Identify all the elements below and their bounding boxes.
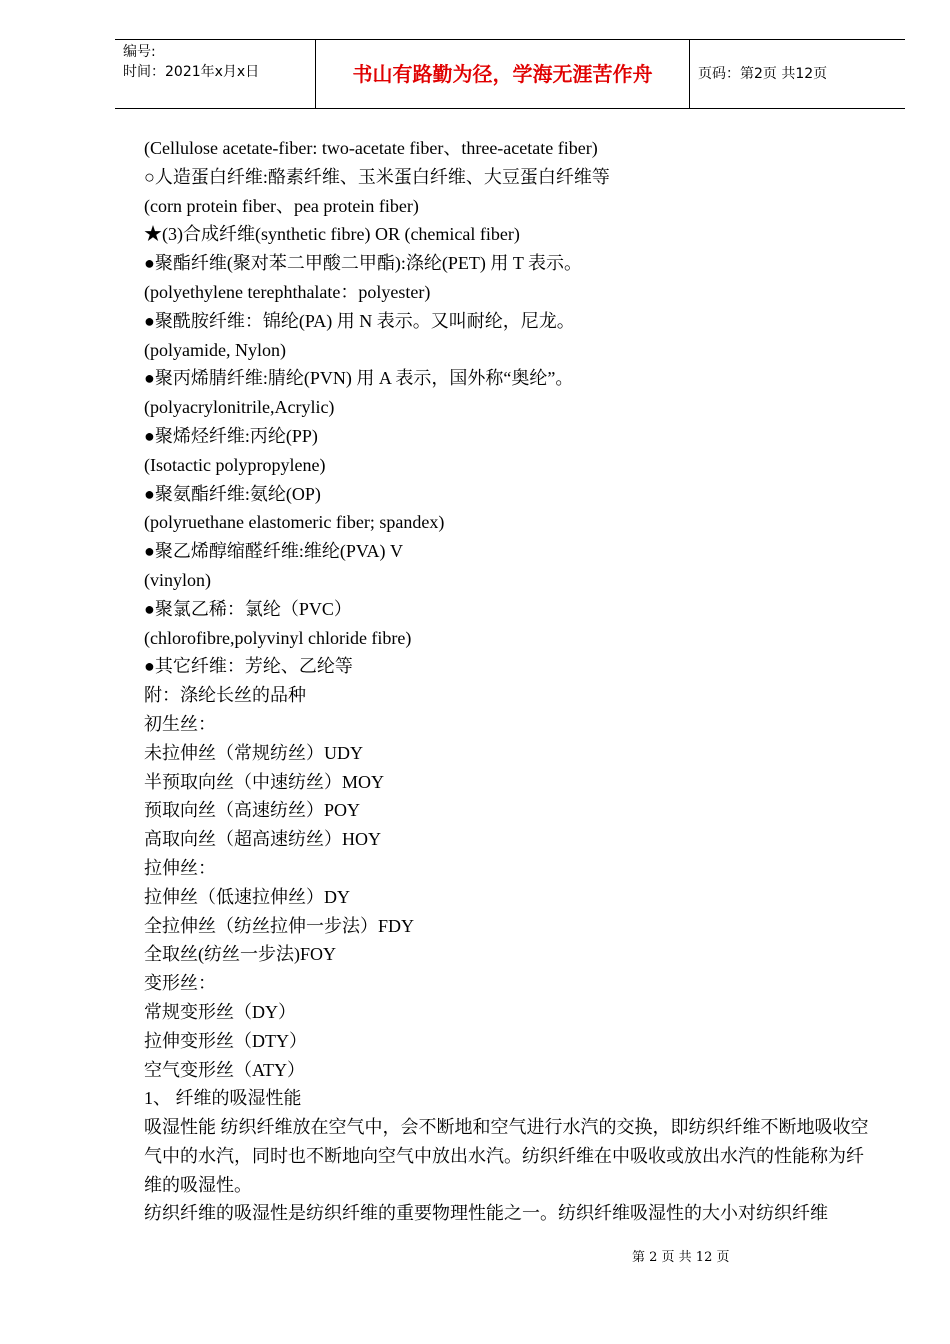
code-label: 编号: bbox=[123, 44, 156, 60]
text-line: (chlorofibre,polyvinyl chloride fibre) bbox=[144, 627, 412, 648]
text-line: 空气变形丝（ATY） bbox=[144, 1059, 305, 1080]
time-label: 时间：2021年x月x日 bbox=[123, 64, 260, 80]
text-line: ●聚酯纤维(聚对苯二甲酸二甲酯):涤纶(PET) 用 T 表示。 bbox=[144, 253, 583, 274]
text-line: 拉伸丝： bbox=[144, 857, 216, 878]
text-line: 高取向丝（超高速纺丝）HOY bbox=[144, 829, 381, 850]
text-line: ●聚乙烯醇缩醛纤维:维纶(PVA) V bbox=[144, 541, 404, 562]
text-line: 常规变形丝（DY） bbox=[144, 1001, 296, 1022]
text-line: (Cellulose acetate-fiber: two-acetate fiber、three-acetate fiber) bbox=[144, 138, 598, 158]
text-line: ●聚氯乙稀：氯纶（PVC） bbox=[144, 598, 352, 619]
header-motto: 书山有路勤为径，学海无涯苦作舟 bbox=[316, 40, 690, 108]
paragraph: 纺织纤维的吸湿性是纺织纤维的重要物理性能之一。纺织纤维吸湿性的大小对纺织纤维 bbox=[144, 1203, 828, 1224]
text-line: (Isotactic polypropylene) bbox=[144, 454, 326, 475]
text-line: (polyethylene terephthalate：polyester) bbox=[144, 281, 431, 302]
document-body bbox=[144, 134, 879, 1228]
text-line: ★(3)合成纤维(synthetic fibre) OR (chemical fiber) bbox=[144, 224, 520, 245]
text-line: ●聚氨酯纤维:氨纶(OP) bbox=[144, 483, 321, 504]
text-line: (corn protein fiber、pea protein fiber) bbox=[144, 195, 419, 216]
text-line: (polyruethane elastomeric fiber; spandex) bbox=[144, 512, 445, 533]
header-page-info: 页码：第2页 共12页 bbox=[698, 66, 828, 82]
text-line: 半预取向丝（中速纺丝）MOY bbox=[144, 771, 385, 792]
text-line: 初生丝： bbox=[144, 713, 216, 734]
text-line: ●聚酰胺纤维：锦纶(PA) 用 N 表示。又叫耐纶，尼龙。 bbox=[144, 310, 575, 331]
page-footer: 第 2 页 共 12 页 bbox=[632, 1250, 730, 1265]
text-line: 附：涤纶长丝的品种 bbox=[144, 685, 306, 706]
text-line: ●聚烯烃纤维:丙纶(PP) bbox=[144, 425, 318, 446]
text-line: 全拉伸丝（纺丝拉伸一步法）FDY bbox=[144, 915, 415, 936]
text-line: 拉伸丝（低速拉伸丝）DY bbox=[144, 886, 350, 907]
text-line: ●聚丙烯腈纤维:腈纶(PVN) 用 A 表示，国外称“奥纶”。 bbox=[144, 368, 574, 389]
section-heading: 1、 纤维的吸湿性能 bbox=[144, 1088, 302, 1109]
text-line: ●其它纤维：芳纶、乙纶等 bbox=[144, 656, 353, 677]
text-line: 未拉伸丝（常规纺丝）UDY bbox=[144, 742, 363, 763]
text-line: 全取丝(纺丝一步法)FOY bbox=[144, 944, 336, 965]
text-line: (vinylon) bbox=[144, 569, 211, 590]
text-line: 拉伸变形丝（DTY） bbox=[144, 1030, 307, 1051]
page-header bbox=[115, 39, 905, 109]
text-line: 变形丝： bbox=[144, 973, 216, 994]
text-line: (polyamide, Nylon) bbox=[144, 339, 286, 360]
text-line: 预取向丝（高速纺丝）POY bbox=[144, 800, 361, 821]
paragraph: 吸湿性能 纺织纤维放在空气中，会不断地和空气进行水汽的交换，即纺织纤维不断地吸收空气中的水汽，同时也不断地向空气中放出水汽。纺织纤维在中吸收或放出水汽的性能称为纤维的吸湿性。 bbox=[144, 1117, 869, 1195]
text-line: (polyacrylonitrile,Acrylic) bbox=[144, 397, 335, 418]
header-meta bbox=[115, 40, 316, 108]
text-line: ○人造蛋白纤维:酪素纤维、玉米蛋白纤维、大豆蛋白纤维等 bbox=[144, 166, 610, 187]
